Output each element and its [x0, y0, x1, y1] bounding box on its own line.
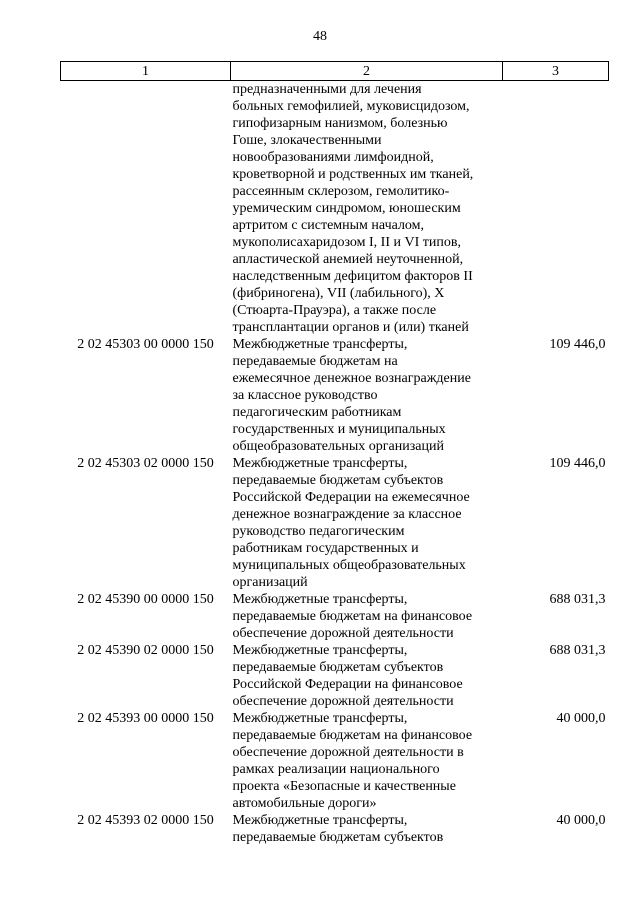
table-row — [61, 642, 609, 710]
table-row — [61, 710, 609, 812]
description-line: передаваемые бюджетам субъектов — [232, 660, 444, 675]
description-line: передаваемые бюджетам на финансовое — [232, 609, 473, 624]
description-line: ежемесячное денежное вознаграждение — [232, 371, 471, 386]
description-cell — [231, 81, 503, 337]
description-line: мукополисахаридозом I, II и VI типов, — [232, 235, 461, 250]
description-line: денежное вознаграждение за классное — [232, 507, 462, 522]
description-line: артритом с системным началом, — [232, 218, 425, 233]
description-line: Российской Федерации на финансовое — [232, 677, 463, 692]
description-line: Межбюджетные трансферты, — [232, 643, 408, 658]
amount-value: 688 031,3 — [549, 592, 606, 607]
table-row — [61, 336, 609, 455]
description-cell — [231, 710, 503, 812]
description-line: Межбюджетные трансферты, — [232, 711, 408, 726]
description-line: обеспечение дорожной деятельности — [232, 694, 454, 709]
amount-value: 109 446,0 — [549, 337, 606, 352]
description-cell — [231, 336, 503, 455]
budget-table — [60, 61, 609, 846]
description-line: Межбюджетные трансферты, — [232, 592, 408, 607]
amount-cell — [503, 81, 609, 337]
amount-value: 40 000,0 — [556, 711, 606, 726]
description-line: проекта «Безопасные и качественные — [232, 779, 456, 794]
description-line: работникам государственных и — [232, 541, 419, 556]
description-line: больных гемофилией, муковисцидозом, — [232, 99, 470, 114]
description-line: педагогическим работникам — [232, 405, 402, 420]
description-cell — [231, 642, 503, 710]
table-body — [61, 81, 609, 847]
description-cell — [231, 455, 503, 591]
description-line: предназначенными для лечения — [232, 82, 422, 97]
description-line: организаций — [232, 575, 308, 590]
description-line: государственных и муниципальных — [232, 422, 446, 437]
description-line: рамках реализации национального — [232, 762, 440, 777]
description-line: Межбюджетные трансферты, — [232, 337, 408, 352]
description-line: рассеянным склерозом, гемолитико- — [232, 184, 450, 199]
column-header-1: 1 — [61, 62, 231, 81]
description-line: трансплантации органов и (или) тканей — [232, 320, 469, 335]
description-line: новообразованиями лимфоидной, — [232, 150, 434, 165]
description-line: уремическим синдромом, юношеским — [232, 201, 461, 216]
description-line: (фибриногена), VII (лабильного), X — [232, 286, 445, 301]
description-line: гипофизарным нанизмом, болезнью — [232, 116, 448, 131]
description-cell — [231, 591, 503, 642]
page-number: 48 — [313, 29, 327, 44]
column-header-2: 2 — [231, 62, 503, 81]
budget-code: 2 02 45393 02 0000 150 — [77, 813, 214, 828]
description-line: руководство педагогическим — [232, 524, 405, 539]
description-line: передаваемые бюджетам субъектов — [232, 830, 444, 845]
amount-value: 109 446,0 — [549, 456, 606, 471]
budget-code: 2 02 45390 00 0000 150 — [77, 592, 214, 607]
description-line: Российской Федерации на ежемесячное — [232, 490, 470, 505]
amount-value: 40 000,0 — [556, 813, 606, 828]
budget-code: 2 02 45303 02 0000 150 — [77, 456, 214, 471]
description-line: Гоше, злокачественными — [232, 133, 382, 148]
description-line: передаваемые бюджетам на финансовое — [232, 728, 473, 743]
header-row — [61, 62, 609, 81]
description-line: апластической анемией неуточненной, — [232, 252, 464, 267]
column-header-3: 3 — [503, 62, 609, 81]
description-line: кроветворной и родственных им тканей, — [232, 167, 474, 182]
description-line: обеспечение дорожной деятельности в — [232, 745, 464, 760]
description-line: (Стюарта-Прауэра), а также после — [232, 303, 437, 318]
description-line: Межбюджетные трансферты, — [232, 813, 408, 828]
budget-code: 2 02 45303 00 0000 150 — [77, 337, 214, 352]
budget-code: 2 02 45390 02 0000 150 — [77, 643, 214, 658]
description-line: общеобразовательных организаций — [232, 439, 444, 454]
description-line: передаваемые бюджетам субъектов — [232, 473, 444, 488]
description-line: Межбюджетные трансферты, — [232, 456, 408, 471]
continuation-row — [61, 81, 609, 337]
code-cell — [61, 81, 231, 337]
table-row — [61, 591, 609, 642]
description-line: автомобильные дороги» — [232, 796, 377, 811]
description-line: за классное руководство — [232, 388, 378, 403]
description-line: обеспечение дорожной деятельности — [232, 626, 454, 641]
table-row — [61, 812, 609, 846]
description-cell — [231, 812, 503, 846]
description-line: наследственным дефицитом факторов II — [232, 269, 473, 284]
budget-code: 2 02 45393 00 0000 150 — [77, 711, 214, 726]
amount-value: 688 031,3 — [549, 643, 606, 658]
table-row — [61, 455, 609, 591]
description-line: передаваемые бюджетам на — [232, 354, 398, 369]
description-line: муниципальных общеобразовательных — [232, 558, 466, 573]
